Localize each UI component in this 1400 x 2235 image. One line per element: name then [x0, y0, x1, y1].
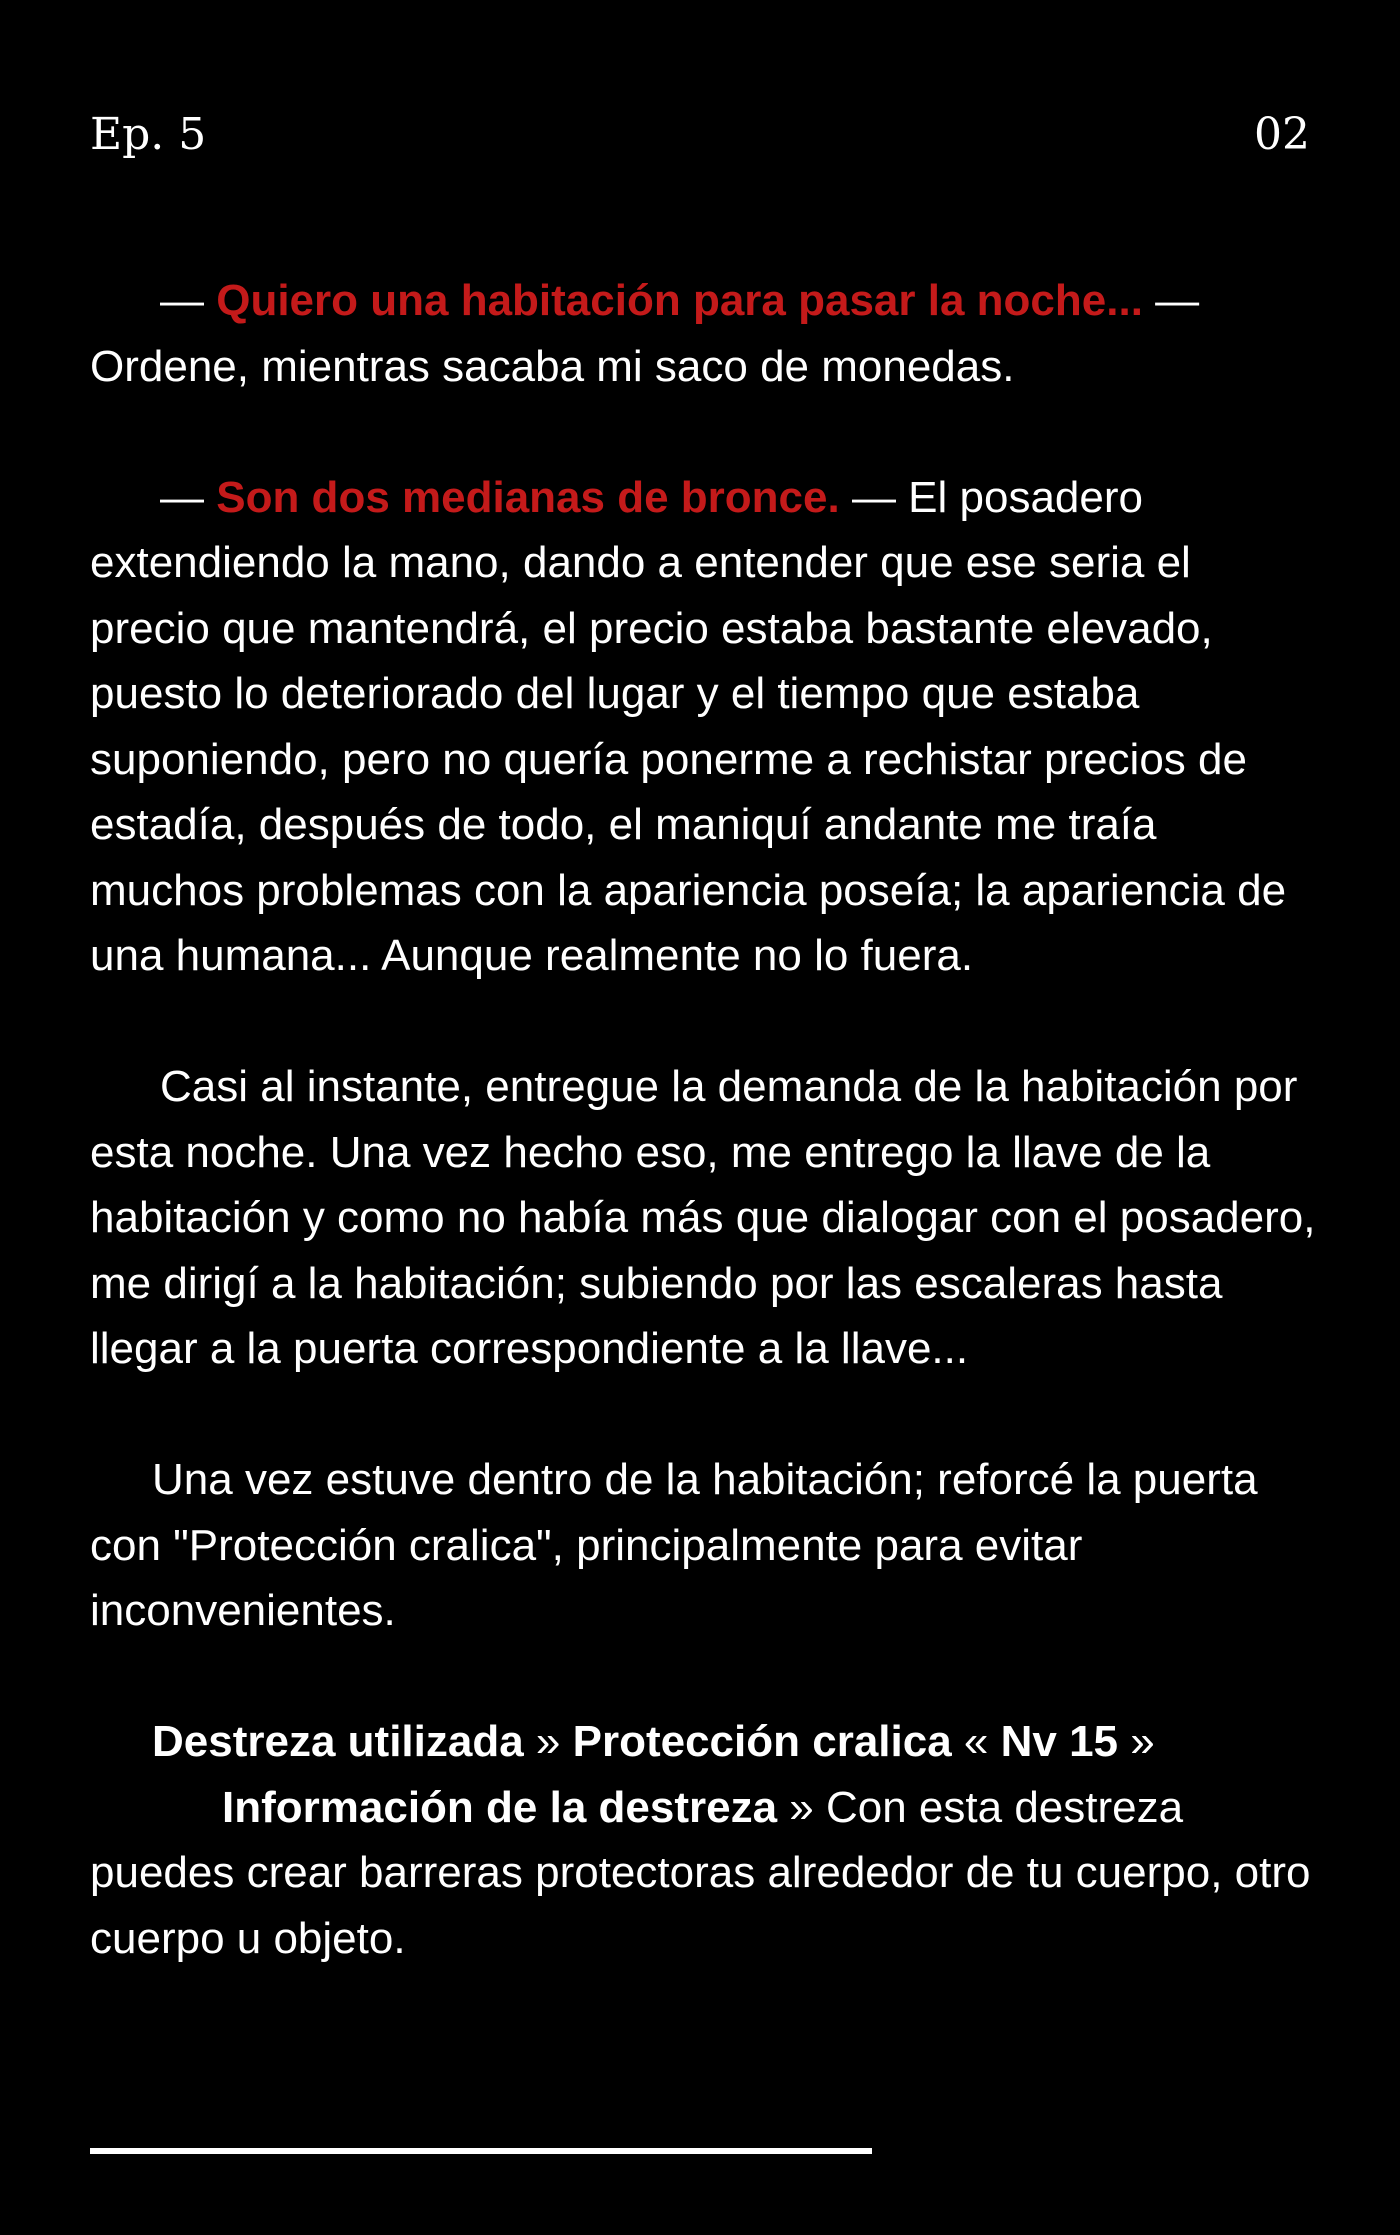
page-number: 02	[1254, 109, 1310, 160]
separator: »	[1118, 1717, 1155, 1766]
page-header	[90, 105, 1310, 165]
skill-info-text: Con esta destreza puedes crear barreras protectoras alrededor de tu cuerpo, otro cuerpo u objeto.	[90, 1782, 1311, 1963]
story-body	[90, 268, 1320, 1971]
dialogue-highlight: Quiero una habitación para pasar la noche...	[216, 276, 1143, 325]
paragraph-2	[90, 465, 1320, 989]
episode-label: Ep. 5	[90, 109, 207, 160]
skill-name: Protección cralica	[572, 1717, 952, 1766]
dash: —	[160, 276, 217, 325]
narration: — El posadero extendiendo la mano, dando a entender que ese seria el precio que mantendrá, el precio estaba bastante elevado, puesto lo deteriorado del lugar y el tiempo que estaba suponiendo, pero no quería ponerme a rechistar precios de estadía, después de todo, el maniquí andante me traía muchos problemas con la apariencia poseía; la apariencia de una humana... Aunque realmente no lo fuera.	[90, 472, 1287, 980]
paragraph-4	[90, 1447, 1320, 1644]
separator: «	[951, 1717, 1001, 1766]
skill-block	[90, 1709, 1320, 1971]
narration: — Ordene, mientras sacaba mi saco de monedas.	[90, 276, 1200, 391]
skill-level: Nv 15	[1000, 1717, 1119, 1766]
narration: Casi al instante, entregue la demanda de la habitación por esta noche. Una vez hecho eso, me entrego la llave de la habitación y como no había más que dialogar con el posadero, me dirigí a la habitación; subiendo por las escaleras hasta llegar a la puerta correspondiente a la llave...	[90, 1062, 1316, 1373]
separator: »	[523, 1717, 573, 1766]
paragraph-3	[90, 1054, 1320, 1382]
skill-info-label: Información de la destreza	[222, 1782, 778, 1832]
skill-used-label: Destreza utilizada	[152, 1717, 524, 1766]
separator: »	[777, 1782, 826, 1832]
dialogue-highlight: Son dos medianas de bronce.	[216, 472, 840, 522]
narration: Una vez estuve dentro de la habitación; reforcé la puerta con "Protección cralica", principalmente para evitar inconvenientes.	[90, 1455, 1258, 1635]
horizontal-rule	[90, 2148, 872, 2154]
paragraph-1	[90, 268, 1320, 399]
dash: —	[160, 472, 217, 522]
